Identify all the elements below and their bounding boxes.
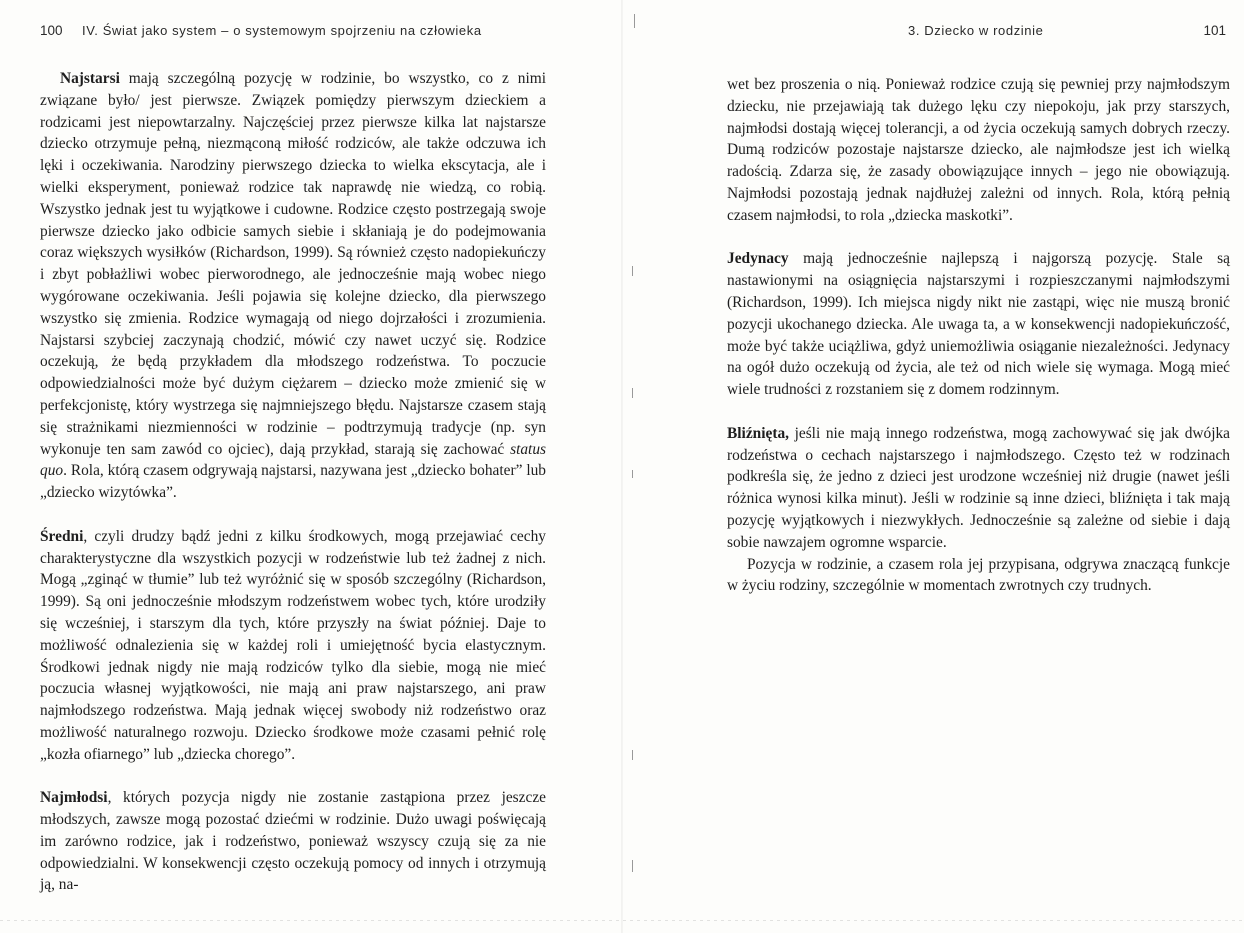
running-head: 3. Dziecko w rodzinie — [908, 23, 1044, 38]
paragraph-sredni: Średni, czyli drudzy bądź jedni z kilku środkowych, mogą przejawiać cechy charakterystyczne dla wszystkich pozycji w rodzeństwie lub też żadnej z nich. Mogą „zginąć w tłumie” lub też wyróżnić się w sposób szczególny (Richardson, 1999). Są oni jednocześnie młodszym rodzeństwem wobec tych, które urodziły się wcześniej, i starszym dla tych, które przyszły na świat później. Daje to możliwość odnalezienia się w każdej roli i umiejętność bycia elastycznym. Środkowi jednak nigdy nie mają rodziców tylko dla siebie, mogą nie mieć poczucia własnej wyjątkowości, nie mają ani praw najstarszego, ani praw najmłodszego rodzeństwa. Mają jednak więcej swobody niż rodzeństwo oraz możliwość naturalnego rozwoju. Dziecko środkowe może czasami pełnić rolę „kozła ofiarnego” lub „dziecka chorego”. — [40, 527, 546, 763]
page-number: 100 — [40, 23, 63, 38]
term-heading: Najmłodsi — [40, 789, 108, 807]
running-head: IV. Świat jako system – o systemowym spojrzeniu na człowieka — [82, 23, 482, 38]
term-heading: Bliźnięta, — [727, 424, 789, 442]
paragraph-closing: Pozycja w rodzinie, a czasem rola jej przypisana, odgrywa znaczącą funkcje w życiu rodziny, szczególnie w momentach zwrotnych czy trudnych. — [727, 555, 1230, 595]
page-body — [40, 68, 546, 896]
term-heading: Średni — [40, 527, 84, 545]
page-number: 101 — [1203, 23, 1226, 38]
paragraph-continuation: wet bez proszenia o nią. Ponieważ rodzice czują się pewniej przy najmłodszym dziecku, nie przejawiają tak dużego lęku czy niepokoju, jak przy starszych, najmłodsi dostają więcej tolerancji, a od życia oczekują samych dobrych rzeczy. Dumą rodziców pozostaje najstarsze dziecko, ale najmłodsze jest ich wielką radością. Zdarza się, że zasady obowiązujące innych – jego nie obowiązują. Najmłodsi pozostają jednak najdłużej zależni od innych. Rola, którą pełnią czasem najmłodsi, to rola „dziecka maskotki”. — [727, 76, 1230, 224]
page-body — [727, 74, 1230, 597]
term-heading: Jedynacy — [727, 250, 789, 268]
paragraph-bliznieta: Bliźnięta, jeśli nie mają innego rodzeństwa, mogą zachowywać się jak dwójka rodzeństwa o cechach najstarszego i najmłodszego. Często też w rodzinach podkreśla się, że jedno z dzieci jest urodzone wcześniej niż drugie (nawet jeśli różnica wynosi kilka minut). Jeśli w rodzinie są inne dzieci, bliźnięta i tak mają pozycję wyjątkowych i niezwykłych. Jednocześnie są zależne od siebie i dają sobie nawzajem ogromne wsparcie. — [727, 424, 1230, 551]
paragraph-najstarsi: Najstarsi mają szczególną pozycję w rodzinie, bo wszystko, co z nimi związane było/ jest pierwsze. Związek pomiędzy pierwszym dzieckiem a rodzicami jest niepowtarzalny. Najczęściej przez pierwsze kilka lat najstarsze dziecko otrzymuje pełną, niezmąconą miłość rodziców, ale także odczuwa ich lęki i oczekiwania. Narodziny pierwszego dziecka to wielka ekscytacja, ale i wielki eksperyment, ponieważ rodzice tak naprawdę nie wiedzą, co robią. Wszystko jednak jest tu wyjątkowe i cudowne. Rodzice często postrzegają swoje pierwsze dziecko jako odbicie samych siebie i skłaniają je do podejmowania coraz większych wysiłków (Richardson, 1999). Są również często nadopiekuńczy i zbyt pobłażliwi wobec pierworodnego, ale jednocześnie mają wobec niego wygórowane oczekiwania. Jeśli pojawia się kolejne dziecko, dla pierwszego wszystko się zmienia. Rodzice wymagają od niego dojrzałości i zrozumienia. Najstarsi szybciej zaczynają chodzić, mówić czy nawet uczyć się. Rodzice oczekują, że będą przykładem dla młodszego rodzeństwa. To poczucie odpowiedzialności może być dużym ciężarem – dziecko może zmienić się w perfekcjonistę, który wystrzega się najmniejszego błędu. Najstarsze czasem stają się strażnikami niezmienności w rodzinie – podtrzymują tradycje (np. syn wykonuje ten sam zawód co ojciec), dają przykład, starają się zachować status quo. Rola, którą czasem odgrywają najstarsi, nazywana jest „dziecko bohater” lub „dziecko wizytówka”. — [40, 70, 546, 502]
paragraph-najmlodsi: Najmłodsi, których pozycja nigdy nie zostanie zastąpiona przez jeszcze młodszych, zawsze mogą pozostać dziećmi w rodzinie. Dużo uwagi poświęcają im zarówno rodzice, jak i rodzeństwo, ponieważ wszyscy czują się za nie odpowiedzialni. W konsekwencji często oczekują pomocy od innych i otrzymują ją, na- — [40, 789, 546, 894]
paragraph-jedynacy: Jedynacy mają jednocześnie najlepszą i najgorszą pozycję. Stale są nastawionymi na osiągnięcia najstarszymi i rozpieszczanymi najmłodszymi (Richardson, 1999). Ich miejsca nigdy nikt nie zastąpi, więc nie muszą bronić pozycji ukochanego dziecka. Ale uwaga ta, a w konsekwencji nadopiekuńczość, może być także uciążliwa, gdyż uniemożliwia osiąganie niezależności. Jedynacy na ogół dużo oczekują od życia, ale też od nich wiele się wymaga. Mogą mieć wiele trudności z rozstaniem się z domem rodzinnym. — [727, 250, 1230, 399]
right-page — [622, 0, 1244, 933]
term-heading: Najstarsi — [60, 70, 120, 87]
